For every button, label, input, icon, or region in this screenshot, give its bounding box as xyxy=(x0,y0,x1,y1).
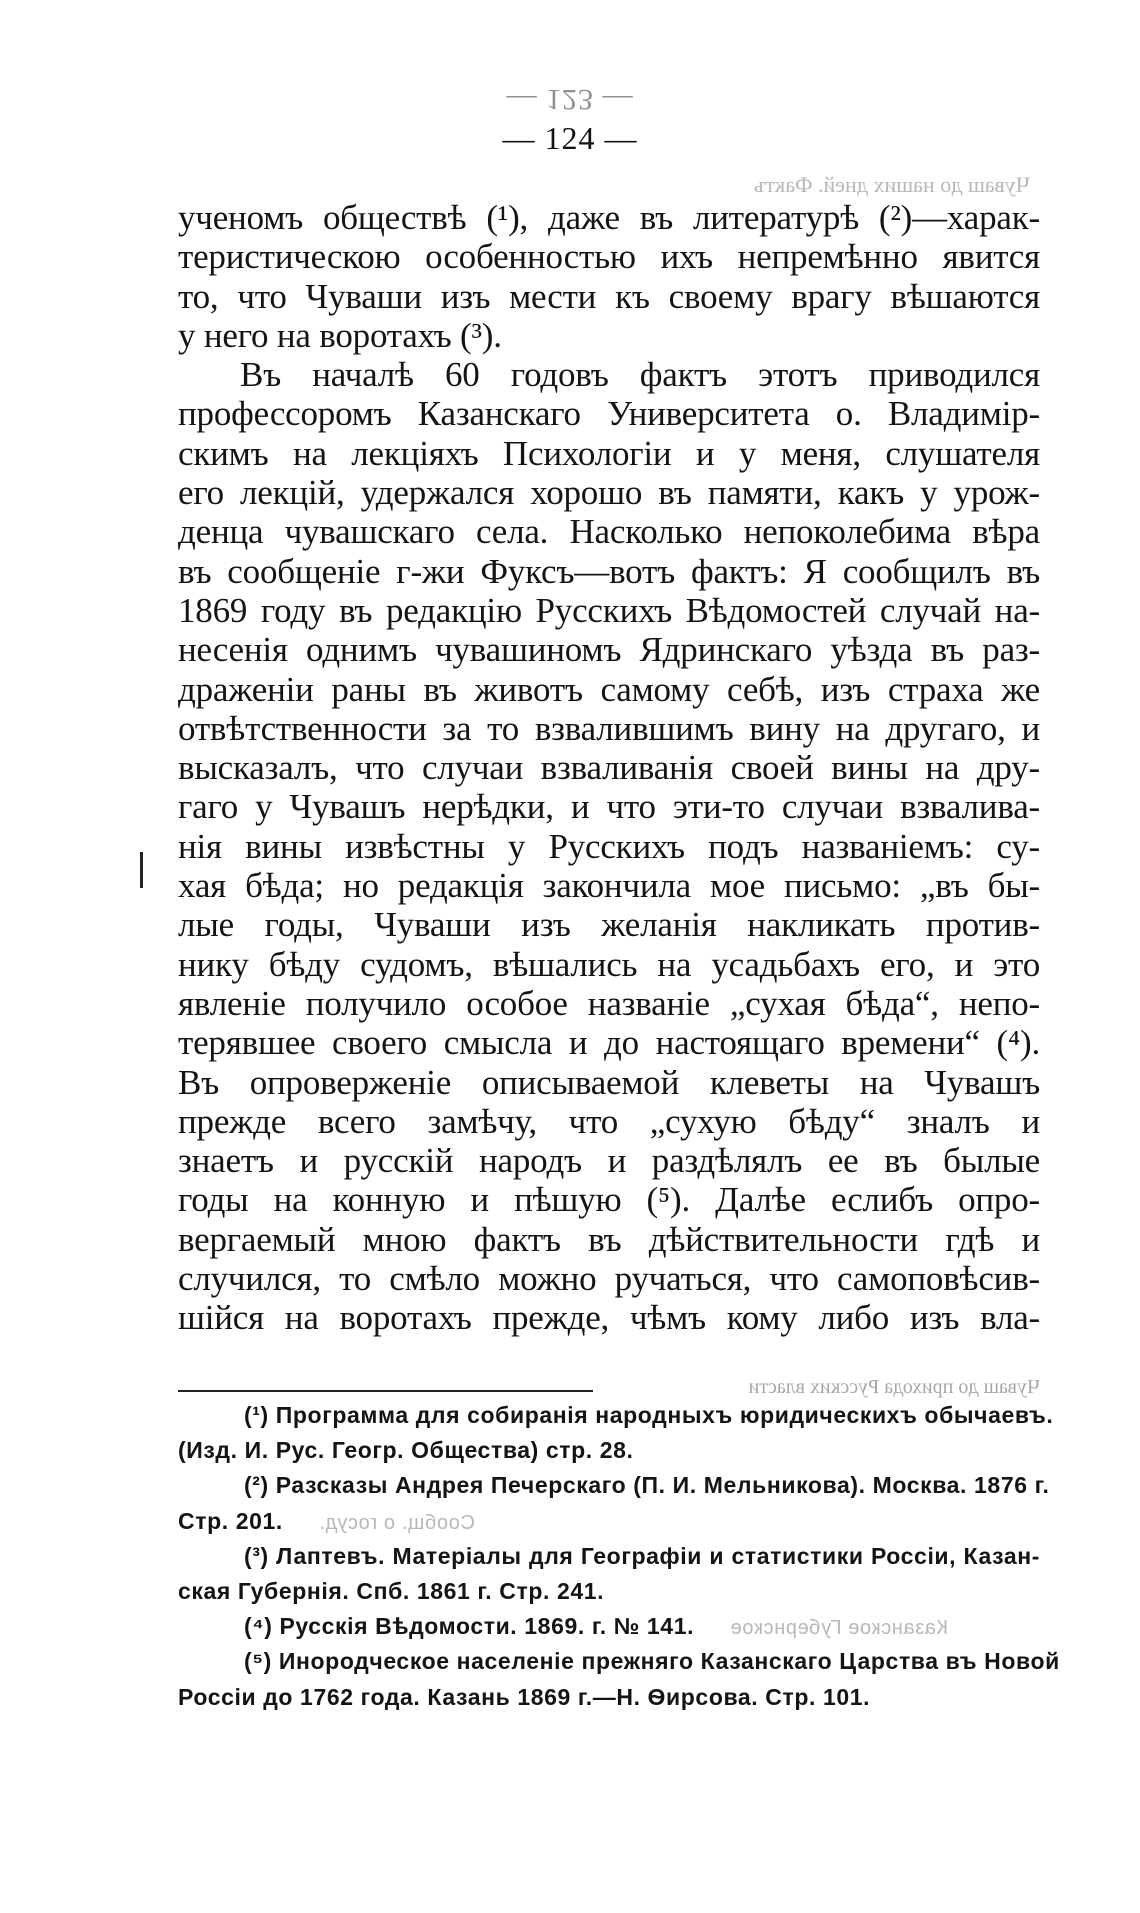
body-text xyxy=(178,198,1040,1338)
body-line: явленіе получило особое названіе „сухая бѣда“, непо- xyxy=(178,983,1040,1023)
body-line: прежде всего замѣчу, что „сухую бѣду“ зналъ и xyxy=(178,1101,1040,1141)
bleed-through-text: Чуваш до наших дней. Фактъ xyxy=(753,172,1030,197)
body-line: драженіи раны въ животъ самому себѣ, изъ страха же xyxy=(178,669,1040,709)
body-line: гаго у Чувашъ нерѣдки, и что эти-то случаи взвалива- xyxy=(178,787,1040,827)
footnote-2-continuation xyxy=(178,1504,1040,1539)
footnote-4-text: (⁴) Русскія Вѣдомости. 1869. г. № 141. xyxy=(244,1613,695,1640)
body-line: Въ опроверженіе описываемой клеветы на Чувашъ xyxy=(178,1062,1040,1102)
footnote-separator xyxy=(178,1390,593,1392)
footnote-2-tail: Стр. 201. xyxy=(178,1507,283,1534)
body-line: несенія однимъ чувашиномъ Ядринскаго уѣзда въ раз- xyxy=(178,630,1040,670)
footnote-2: (²) Разсказы Андрея Печерскаго (П. И. Мельникова). Москва. 1876 г. xyxy=(244,1472,1050,1499)
body-line: годы на конную и пѣшую (⁵). Далѣе еслибъ опро- xyxy=(178,1180,1040,1220)
footnote-3-continuation: ская Губернія. Спб. 1861 г. Стр. 241. xyxy=(178,1577,605,1604)
body-line: высказалъ, что случаи взваливанія своей вины на дру- xyxy=(178,748,1040,788)
body-line: отвѣтственности за то взвалившимъ вину на другаго, и xyxy=(178,708,1040,748)
body-line: его лекцій, удержался хорошо въ памяти, какъ у урож- xyxy=(178,473,1040,513)
body-line: денца чувашскаго села. Насколько непоколебима вѣра xyxy=(178,512,1040,552)
body-line: теристическою особенностью ихъ непремѣнно явится xyxy=(178,237,1040,277)
body-line: терявшее своего смысла и до настоящаго времени“ (⁴). xyxy=(178,1023,1040,1063)
page-number: — 124 — xyxy=(502,120,638,156)
footnote-3: (³) Лаптевъ. Матеріалы для Географіи и статистики Россіи, Казан- xyxy=(244,1542,1040,1569)
bleed-through-text: Сообщ. о госуд. xyxy=(318,1511,475,1534)
footnotes xyxy=(178,1398,1060,1715)
body-line: профессоромъ Казанскаго Университета о. Владимір- xyxy=(178,394,1040,434)
body-line: въ сообщеніе г-жи Фуксъ—вотъ фактъ: Я сообщилъ въ xyxy=(178,551,1040,591)
body-line: знаетъ и русскій народъ и раздѣлялъ ее въ былые xyxy=(178,1141,1040,1181)
paragraph-start-line: Въ началѣ 60 годовъ фактъ этотъ приводился xyxy=(240,355,1040,395)
body-line: у него на воротахъ (³). xyxy=(178,315,502,355)
body-line: лые годы, Чуваши изъ желанія накликать против- xyxy=(178,905,1040,945)
body-line: нія вины извѣстны у Русскихъ подъ названіемъ: су- xyxy=(178,826,1040,866)
body-line: нику бѣду судомъ, вѣшались на усадьбахъ его, и это xyxy=(178,944,1040,984)
margin-mark xyxy=(140,852,143,888)
body-line: 1869 году въ редакцію Русскихъ Вѣдомостей случай на- xyxy=(178,590,1040,630)
footnote-4 xyxy=(178,1609,1040,1644)
body-line: ученомъ обществѣ (¹), даже въ литературѣ (²)—харак- xyxy=(178,198,1040,237)
footnote-1-continuation: (Изд. И. Рус. Геогр. Общества) стр. 28. xyxy=(178,1437,634,1464)
bleed-through-text: Чуваш до прихода Русских власти xyxy=(748,1376,1040,1398)
footnote-1: (¹) Программа для собиранія народныхъ юридическихъ обычаевъ. xyxy=(244,1402,1054,1428)
body-line: вергаемый мною фактъ въ дѣйствительности гдѣ и xyxy=(178,1219,1040,1259)
body-line: скимъ на лекціяхъ Психологіи и у меня, слушателя xyxy=(178,433,1040,473)
body-line: хая бѣда; но редакція закончила мое письмо: „въ бы- xyxy=(178,866,1040,906)
body-line: случился, то смѣло можно ручаться, что самоповѣсив- xyxy=(178,1259,1040,1299)
footnote-5-continuation: Россіи до 1762 года. Казань 1869 г.—Н. Ѳирсова. Стр. 101. xyxy=(178,1683,871,1710)
footnote-5: (⁵) Инородческое населеніе прежняго Казанскаго Царства въ Новой xyxy=(244,1648,1060,1675)
bleed-through-text: Казанское Губернское xyxy=(730,1617,949,1640)
bleed-through-page-number: — 123 — xyxy=(506,83,634,116)
body-line: то, что Чуваши изъ мести къ своему врагу вѣшаются xyxy=(178,276,1040,316)
body-line: шійся на воротахъ прежде, чѣмъ кому либо изъ вла- xyxy=(178,1298,1040,1338)
